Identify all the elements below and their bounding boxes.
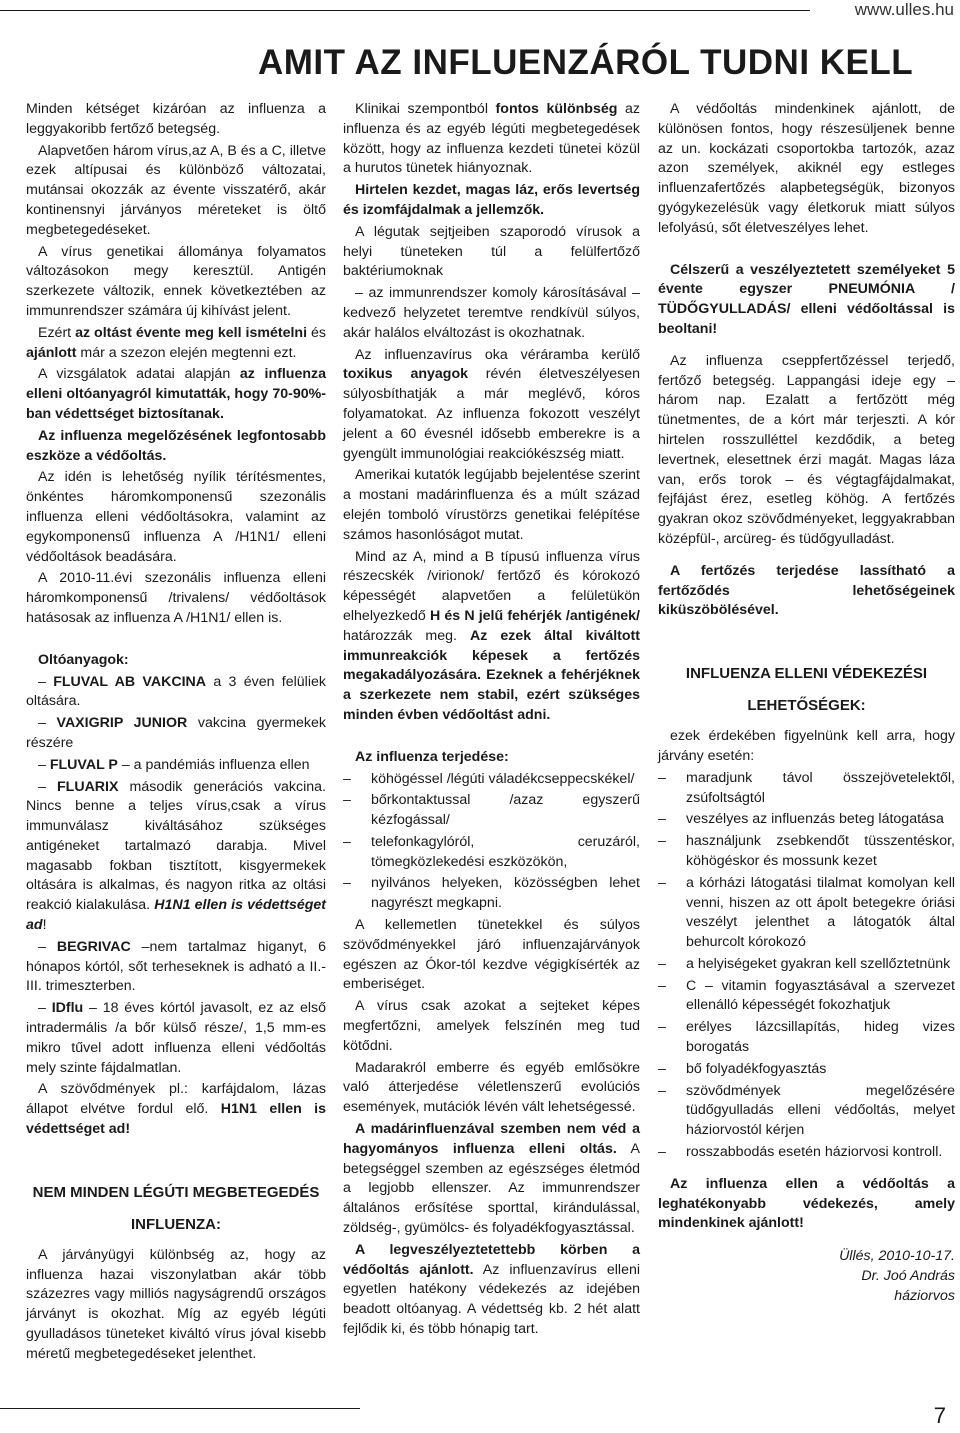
list-item: – C – vitamin fogyasztásával a szervezet ellenálló képességét fokozhatjuk	[658, 977, 955, 1017]
paragraph: Mind az A, mind a B típusú influenza vírus részecskék /virionok/ fertőző és kórokozó képességét alapvetően a felületükön elhelyezkedő H és N jelű fehérjék /antigének/ határozzák meg. Az ezek által kiváltott immunreakciók képesek a fertőzés megakadályozására. Ezeknek a fehérjéknek a szerkezete nem stabil, ezért szükséges minden évben védőoltást adni.	[343, 548, 641, 723]
paragraph: A legveszélyeztetettebb körben a védőoltás ajánlott. Az influenzavírus elleni egyetlen hatékony védekezés az idejében beadott oltóanyag. A védettség kb. 2 hét alatt fejlődik ki, és több hónapig tart.	[343, 1241, 640, 1338]
list-item: – szövődmények megelőzésére tüdőgyulladás elleni védőoltás, melyet háziorvostól kérjen	[658, 1082, 955, 1141]
paragraph: A 2010-11.évi szezonális influenza elleni háromkomponensű /trivalens/ védőoltások hatásosak az influenza A /H1N1/ ellen is.	[26, 570, 326, 626]
column-2	[343, 100, 640, 1342]
site-url: www.ulles.hu	[854, 0, 954, 19]
paragraph: Az idén is lehetőség nyílik térítésmentes, önkéntes háromkomponensű szezonális influenza elleni védőoltásokra, valamint az egykomponensű influenza A /H1N1/ elleni védőoltások beadására.	[26, 469, 326, 565]
paragraph: ezek érdekében figyelnünk kell arra, hogy járvány esetén:	[658, 728, 955, 764]
page-title: AMIT AZ INFLUENZÁRÓL TUDNI KELL	[258, 43, 914, 82]
section-title: LEHETŐSÉGEK:	[747, 697, 866, 715]
list-item: – erélyes lázcsillapítás, hideg vizes borogatás	[658, 1018, 955, 1058]
vaccine-item: – BEGRIVAC –nem tartalmaz higanyt, 6 hónapos kórtól, sőt terheseknek is adható a II.-III. trimeszterben.	[26, 938, 326, 995]
list-item: – nyilvános helyeken, közösségben lehet nagyrészt megkapni.	[343, 874, 640, 914]
column-3	[658, 100, 955, 1306]
paragraph: Célszerű a veszélyeztetett személyeket 5 évente egyszer PNEUMÓNIA / TÜDŐGYULLADÁS/ elleni védőoltással is beoltani!	[658, 261, 955, 337]
list-item: – a kórházi látogatási tilalmat komolyan kell venni, hiszen az ott ápolt betegekre óriási veszélyt jelenthet a látogatók által behurcolt kórokozó	[658, 874, 955, 953]
section-title: INFLUENZA ELLENI VÉDEKEZÉSI	[685, 665, 928, 683]
paragraph: A védőoltás mindenkinek ajánlott, de különösen fontos, hogy részesüljenek benne az un. kockázati csoportokba tartozók, azaz azon személyek, akiknél egy estleges influenzafertőzés alapbetegségük, bizonyos gyógykezelésük vagy életkoruk miatt súlyos lefolyású, sőt életveszélyes lehet.	[658, 101, 955, 236]
paragraph: – az immunrendszer komoly károsításával – kedvező helyzetet teremtve rendkívül súlyos, akár halálos elváltozást is okozhatnak.	[343, 285, 640, 341]
paragraph: Az influenza megelőzésének legfontosabb eszköze a védőoltás.	[26, 427, 326, 464]
page-number: 7	[933, 1403, 946, 1428]
paragraph: Minden kétséget kizáróan az influenza a leggyakoribb fertőző betegség.	[26, 101, 326, 137]
list-item: – használjunk zsebkendőt tüsszentéskor, köhögéskor és mossunk kezet	[658, 832, 955, 872]
list-item: – telefonkagylóról, ceruzáról, tömegközlekedési eszközökön,	[343, 833, 640, 873]
paragraph: Klinikai szempontból fontos különbség az influenza és az egyéb légúti megbetegedések között, hogy az influenza kezdeti tünetei közül a hurutos tünetek hiányoznak.	[343, 101, 640, 177]
paragraph: A légutak sejtjeiben szaporodó vírusok a helyi tüneteken túl a felülfertőző baktériumoknak	[343, 223, 640, 280]
paragraph: A vírus csak azokat a sejteket képes megfertőzni, amelyek felszínén meg tud kötődni.	[343, 998, 640, 1054]
vaccine-item: – VAXIGRIP JUNIOR vakcina gyermekek részére	[26, 715, 327, 751]
paragraph: A kellemetlen tünetekkel és súlyos szövődményekkel járó influenzajárványok egészen az Ókor-tól kezdve végigkísérték az emberiséget.	[343, 917, 640, 993]
paragraph: Amerikai kutatók legújabb bejelentése szerint a mostani madárinfluenza és a múlt század elején tomboló vírustörzs genetikai felépítése számos hasonlóságot mutat.	[343, 467, 640, 543]
paragraph: A madárinfluenzával szemben nem véd a hagyományos influenza elleni oltás. A betegséggel szemben az egészséges életmód a legjobb ellenszer. Az immunrendszer általános erősítése sporttal, kirándulással, zöldség-, gyümölcs- és folyadékfogyasztással.	[343, 1121, 640, 1237]
vaccine-item: – IDflu – 18 éves kórtól javasolt, ez az első intradermális /a bőr külső része/, 1,5 mm-es mikro tűvel adott influenza elleni védőoltás mely szinte fájdalmatlan.	[26, 1000, 326, 1076]
footer-rule	[0, 1408, 360, 1409]
list-item: – maradjunk távol összejövetelektől, zsúfoltságtól	[658, 769, 955, 809]
list-item: – rosszabbodás esetén háziorvosi kontroll.	[658, 1143, 955, 1163]
list-item: – köhögéssel /légúti váladékcseppecskékel/	[343, 770, 640, 790]
paragraph: Hirtelen kezdet, magas láz, erős levertség és izomfájdalmak a jellemzők.	[343, 182, 640, 218]
paragraph: Az influenzavírus oka véráramba kerülő toxikus anyagok révén életveszélyesen súlyosbíthatják a már meglévő, kóros folyamatokat. Az influenza fokozott veszélyt jelent a 60 évesnél idősebb emberekre is a gyengült immunológiai reakciókészség miatt.	[343, 346, 640, 462]
list-item: – a helyiségeket gyakran kell szellőztetnünk	[658, 955, 955, 975]
section-title: NEM MINDEN LÉGÚTI MEGBETEGEDÉS	[32, 1183, 320, 1201]
paragraph: A járványügyi különbség az, hogy az influenza hazai viszonylatban akár több százezres vagy milliós nagyságrendű országos járványt is okozhat. Míg az egyéb légúti gyulladásos tüneteket kiváltó vírus jóval kisebb méretű megbetegedéseket jelenthet.	[26, 1246, 326, 1362]
list-item: – bő folyadékfogyasztás	[658, 1060, 955, 1080]
paragraph: A vírus genetikai állománya folyamatos változásokon megy keresztül. Antigén szerkezete változik, ennek következtében az immunrendszer számára új kihívást jelent.	[26, 243, 326, 319]
signature-place-date: Üllés, 2010-10-17.	[839, 1248, 955, 1265]
paragraph: Az influenza cseppfertőzéssel terjedő, fertőző betegség. Lappangási ideje egy – három nap. Ezalatt a fertőzött még tünetmentes, de a kórt már terjeszti. A kór hirtelen rosszulléttel kezdődik, a beteg levertnek, elesettnek érzi magát. Magas láza van, erős torok – és végtagfájdalmakat, fejfájást érez, esetleg köhög. A fertőzés gyakran okoz szövődményeket, leggyakrabban középfül-, arcüreg- és tüdőgyulladást.	[658, 352, 955, 547]
vaccine-item: – FLUVAL P – a pandémiás influenza ellen	[38, 756, 310, 773]
signature-title: háziorvos	[894, 1288, 955, 1305]
section-title: INFLUENZA:	[131, 1215, 221, 1233]
vaccine-item: – FLUARIX második generációs vakcina. Nincs benne a teljes vírus,csak a vírus immunválasz kiváltásához szükséges antigéneket tartalmazó darabja. Mivel magasabb fokban tisztított, kisgyermekek oltására is alkalmas, és nagyon ritka az oltási reakció kialakulása. H1N1 ellen is védettséget ad!	[26, 778, 327, 934]
spread-label: Az influenza terjedése:	[355, 748, 509, 765]
paragraph: A vizsgálatok adatai alapján az influenza elleni oltóanyagról kimutatták, hogy 70-90%-ban védettséget biztosítanak.	[26, 366, 326, 422]
list-item: – veszélyes az influenzás beteg látogatása	[658, 810, 955, 830]
list-item: – bőrkontaktussal /azaz egyszerű kézfogással/	[343, 791, 640, 831]
paragraph: Alapvetően három vírus,az A, B és a C, illetve ezek altípusai és különböző változatai, mutánsai okozzák az évente visszatérő, akár kontinensnyi járványos méreteket is öltő megbetegedéseket.	[26, 142, 326, 238]
header-rule	[0, 10, 810, 11]
column-1	[26, 100, 326, 1367]
paragraph: Az influenza ellen a védőoltás a leghatékonyabb védekezés, amely mindenkinek ajánlott!	[658, 1175, 955, 1232]
signature-name: Dr. Joó András	[861, 1268, 955, 1285]
vaccine-item: – FLUVAL AB VAKCINA a 3 éven felüliek oltására.	[26, 673, 326, 710]
paragraph: A fertőzés terjedése lassítható a fertőződés lehetőségeinek kiküszöbölésével.	[658, 562, 955, 619]
vaccines-label: Oltóanyagok:	[38, 651, 129, 668]
paragraph: Madarakról emberre és egyéb emlősökre való átterjedése véletlenszerű evolúciós események, mutációk lévén vált lehetségessé.	[343, 1059, 640, 1116]
paragraph: A szövődmények pl.: karfájdalom, lázas állapot elvétve fordul elő. H1N1 ellen is védettséget ad!	[26, 1081, 326, 1138]
paragraph: Ezért az oltást évente meg kell ismételni és ajánlott már a szezon elején megtenni ezt.	[26, 324, 326, 361]
